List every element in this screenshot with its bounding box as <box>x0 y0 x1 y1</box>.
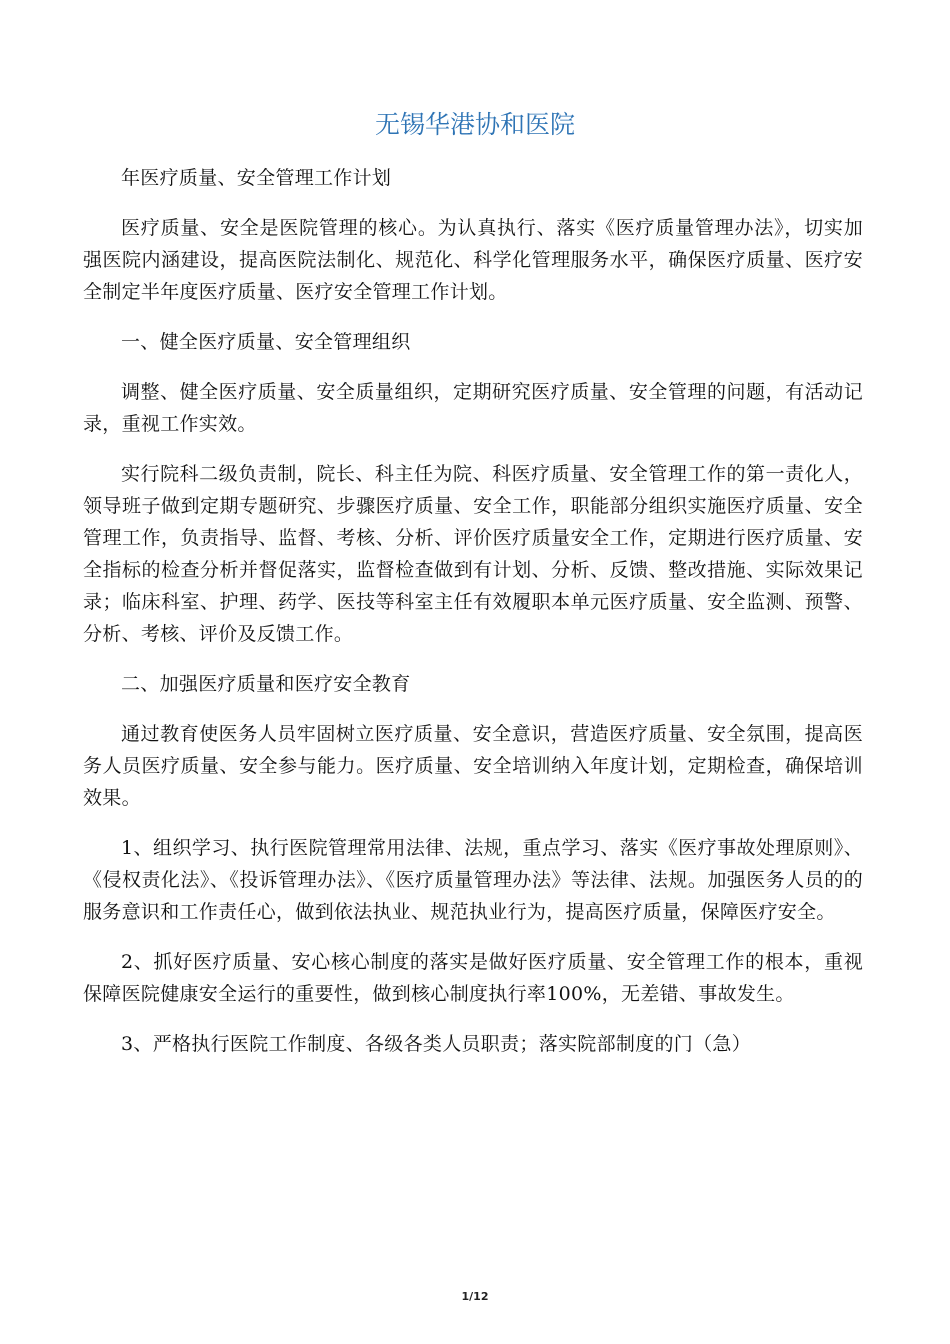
plan-title: 年医疗质量、安全管理工作计划 <box>121 167 392 189</box>
paragraph-responsibility: 实行院科二级负责制，院长、科主任为院、科医疗质量、安全管理工作的第一责化人，领导班子做到定期专题研究、步骤医疗质量、安全工作，职能部分组织实施医疗质量、安全管理工作，负责指导、监督、考核、分析、评价医疗质量安全工作，定期进行医疗质量、安全指标的检查分析并督促落实，监督检查做到有计划、分析、反馈、整改措施、实际效果记录；临床科室、护理、药学、医技等科室主任有效履职本单元医疗质量、安全监测、预警、分析、考核、评价及反馈工作。 <box>83 463 863 645</box>
document-body <box>83 162 863 1078</box>
paragraph-organization: 调整、健全医疗质量、安全质量组织，定期研究医疗质量、安全管理的问题，有活动记录，重视工作实效。 <box>83 381 863 435</box>
section-heading-1: 一、健全医疗质量、安全管理组织 <box>121 331 411 353</box>
list-item-3: 3、严格执行医院工作制度、各级各类人员职责；落实院部制度的门（急） <box>121 1033 751 1055</box>
page-number: 1/12 <box>461 1290 489 1303</box>
list-item-1: 1、组织学习、执行医院管理常用法律、法规，重点学习、落实《医疗事故处理原则》、《侵权责化法》、《投诉管理办法》、《医疗质量管理办法》等法律、法规。加强医务人员的的服务意识和工作责任心，做到依法执业、规范执业行为，提高医疗质量，保障医疗安全。 <box>83 837 863 923</box>
intro-paragraph: 医疗质量、安全是医院管理的核心。为认真执行、落实《医疗质量管理办法》，切实加强医院内涵建设，提高医院法制化、规范化、科学化管理服务水平，确保医疗质量、医疗安全制定半年度医疗质量、医疗安全管理工作计划。 <box>83 217 863 303</box>
section-heading-2: 二、加强医疗质量和医疗安全教育 <box>121 673 411 695</box>
document-title: 无锡华港协和医院 <box>374 110 575 139</box>
list-item-2: 2、抓好医疗质量、安心核心制度的落实是做好医疗质量、安全管理工作的根本，重视保障医院健康安全运行的重要性，做到核心制度执行率100%，无差错、事故发生。 <box>83 951 863 1005</box>
paragraph-education: 通过教育使医务人员牢固树立医疗质量、安全意识，营造医疗质量、安全氛围，提高医务人员医疗质量、安全参与能力。医疗质量、安全培训纳入年度计划，定期检查，确保培训效果。 <box>83 723 863 809</box>
